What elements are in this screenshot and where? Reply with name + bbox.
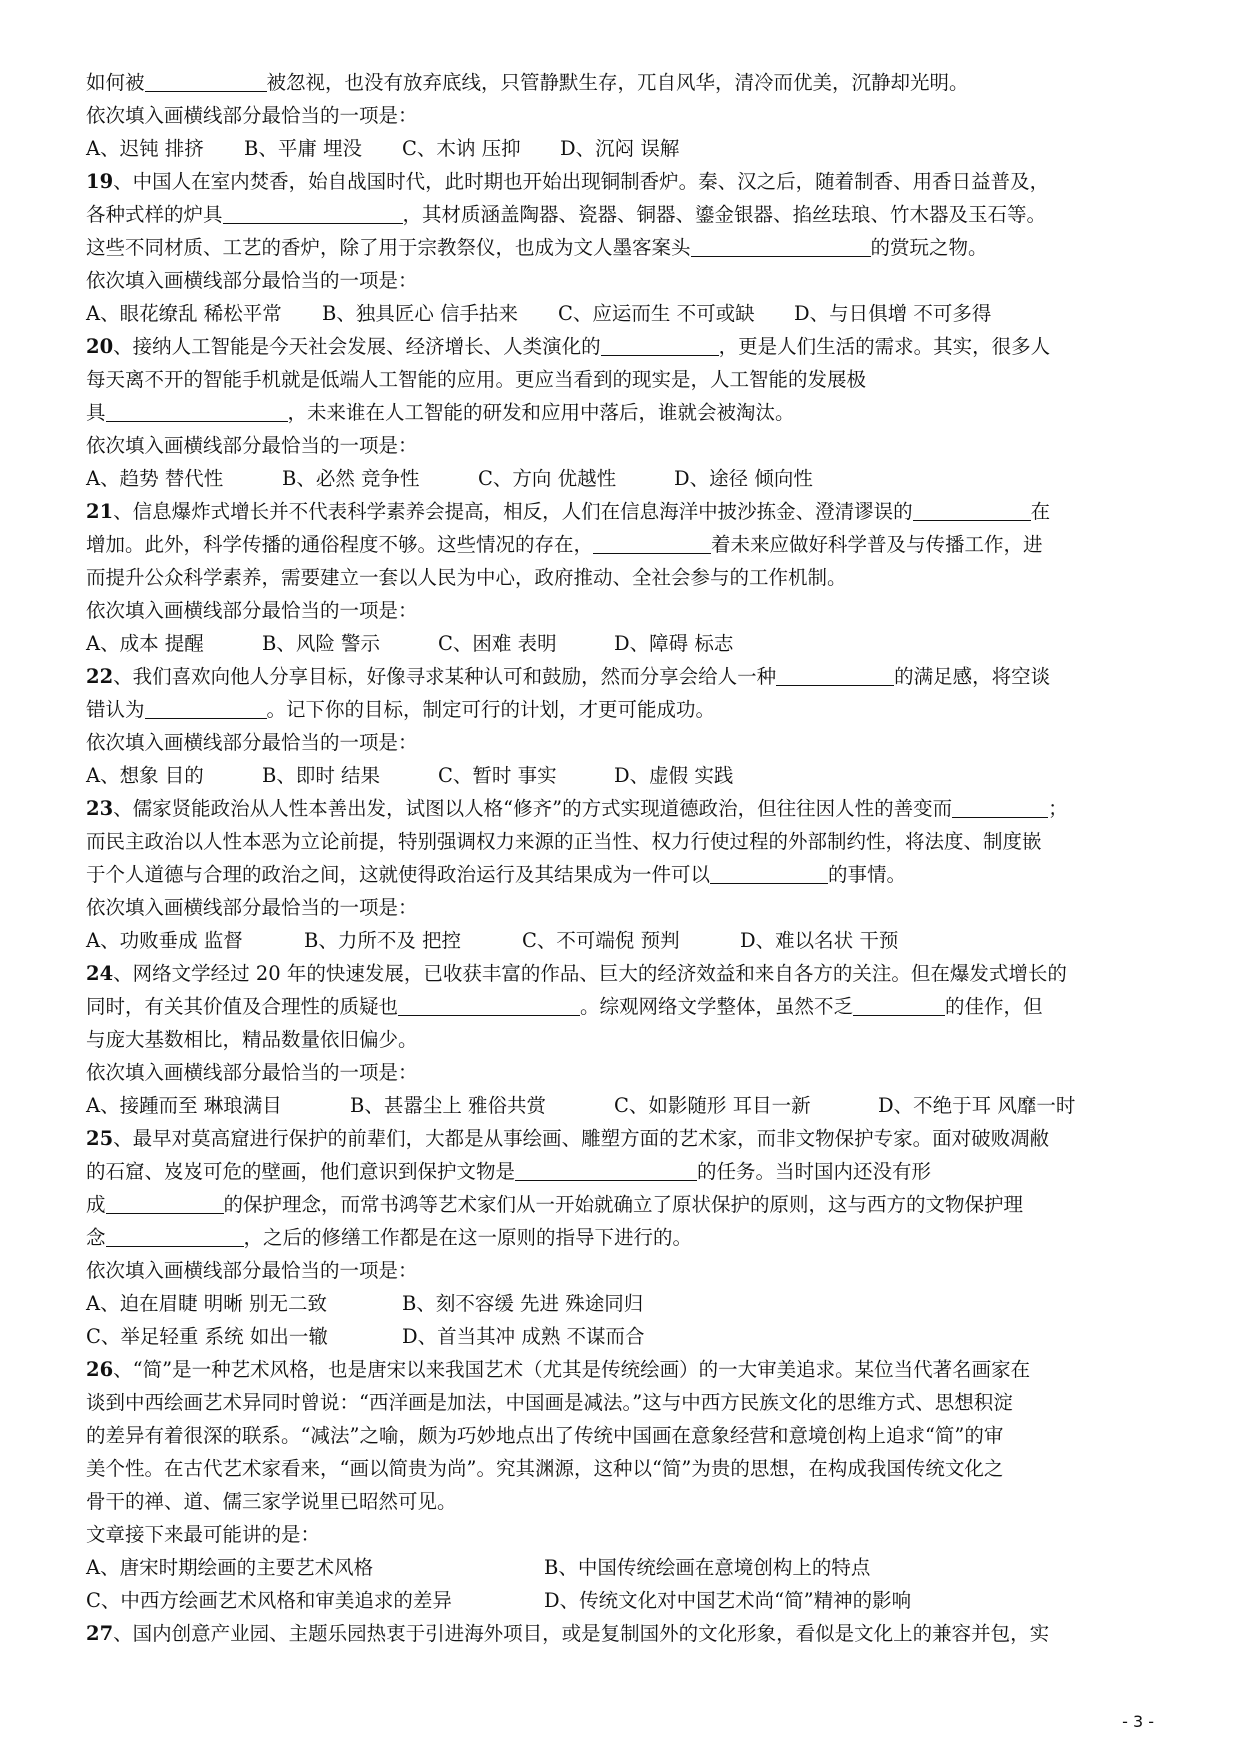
q18-prompt: 依次填入画横线部分最恰当的一项是： bbox=[86, 104, 418, 127]
q23-prompt: 依次填入画横线部分最恰当的一项是： bbox=[86, 896, 418, 919]
q24-line-2: 同时，有关其价值及合理性的质疑也 。综观网络文学整体，虽然不乏 的佳作，但 bbox=[86, 995, 1043, 1018]
option-b[interactable]: B、甚嚣尘上 雅俗共赏 bbox=[350, 1094, 547, 1117]
question-number: 22 bbox=[86, 665, 114, 688]
exam-page bbox=[86, 66, 1160, 1650]
q24-options bbox=[86, 1089, 1160, 1122]
fill-blank[interactable] bbox=[106, 1224, 244, 1247]
option-a[interactable]: A、想象 目的 bbox=[86, 764, 204, 787]
option-c[interactable]: C、应运而生 不可或缺 bbox=[558, 302, 755, 325]
option-b[interactable]: B、平庸 埋没 bbox=[244, 137, 363, 160]
q23-line-3: 于个人道德与合理的政治之间，这就使得政治运行及其结果成为一件可以 的事情。 bbox=[86, 863, 907, 886]
q23-options bbox=[86, 924, 1160, 957]
option-c[interactable]: C、方向 优越性 bbox=[478, 467, 617, 490]
q26-line-2: 谈到中西绘画艺术异同时曾说：“西洋画是加法，中国画是减法。”这与中西方民族文化的思维方式、思想积淀 bbox=[86, 1391, 1013, 1414]
q22-line-1: 22、我们喜欢向他人分享目标，好像寻求某种认可和鼓励，然而分享会给人一种 的满足感，将空谈 bbox=[86, 665, 1051, 688]
question-number: 25 bbox=[86, 1127, 114, 1150]
q24-line-3: 与庞大基数相比，精品数量依旧偏少。 bbox=[86, 1028, 418, 1051]
fill-blank[interactable] bbox=[593, 531, 711, 554]
fill-blank[interactable] bbox=[691, 234, 871, 257]
fill-blank[interactable] bbox=[601, 333, 719, 356]
option-b[interactable]: B、刻不容缓 先进 殊途同归 bbox=[402, 1292, 644, 1315]
question-number: 23 bbox=[86, 797, 114, 820]
option-d[interactable]: D、首当其冲 成熟 不谋而合 bbox=[402, 1325, 645, 1348]
question-number: 26 bbox=[86, 1358, 114, 1381]
option-b[interactable]: B、独具匠心 信手拈来 bbox=[322, 302, 519, 325]
option-c[interactable]: C、困难 表明 bbox=[438, 632, 557, 655]
fill-blank[interactable] bbox=[106, 1191, 224, 1214]
question-number: 20 bbox=[86, 335, 114, 358]
option-c[interactable]: C、木讷 压抑 bbox=[402, 137, 521, 160]
q20-prompt: 依次填入画横线部分最恰当的一项是： bbox=[86, 434, 418, 457]
q19-prompt: 依次填入画横线部分最恰当的一项是： bbox=[86, 269, 418, 292]
option-d[interactable]: D、沉闷 误解 bbox=[560, 137, 680, 160]
q19-line-1: 19、中国人在室内焚香，始自战国时代，此时期也开始出现铜制香炉。秦、汉之后，随着制香、用香日益普及， bbox=[86, 170, 1050, 193]
q22-line-2: 错认为 。记下你的目标，制定可行的计划，才更可能成功。 bbox=[86, 698, 716, 721]
option-c[interactable]: C、举足轻重 系统 如出一辙 bbox=[86, 1325, 328, 1348]
q24-prompt: 依次填入画横线部分最恰当的一项是： bbox=[86, 1061, 418, 1084]
q21-line-3: 而提升公众科学素养，需要建立一套以人民为中心，政府推动、全社会参与的工作机制。 bbox=[86, 566, 847, 589]
q20-line-3: 具 ，未来谁在人工智能的研发和应用中落后，谁就会被淘汰。 bbox=[86, 401, 795, 424]
fill-blank[interactable] bbox=[106, 399, 288, 422]
option-d[interactable]: D、传统文化对中国艺术尚“简”精神的影响 bbox=[544, 1589, 912, 1612]
fill-blank[interactable] bbox=[223, 201, 403, 224]
q21-line-2: 增加。此外，科学传播的通俗程度不够。这些情况的存在， 着未来应做好科学普及与传播工作，进 bbox=[86, 533, 1043, 556]
q23-line-2: 而民主政治以人性本恶为立论前提，特别强调权力来源的正当性、权力行使过程的外部制约性，将法度、制度嵌 bbox=[86, 830, 1042, 853]
option-d[interactable]: D、与日俱增 不可多得 bbox=[794, 302, 992, 325]
q20-line-2: 每天离不开的智能手机就是低端人工智能的应用。更应当看到的现实是，人工智能的发展极 bbox=[86, 368, 867, 391]
option-a[interactable]: A、趋势 替代性 bbox=[86, 467, 224, 490]
q23-line-1: 23、儒家贤能政治从人性本善出发，试图以人格“修齐”的方式实现道德政治，但往往因人性的善变而 ； bbox=[86, 797, 1068, 820]
q26-line-1: 26、“简”是一种艺术风格，也是唐宋以来我国艺术（尤其是传统绘画）的一大审美追求。某位当代著名画家在 bbox=[86, 1358, 1031, 1381]
q25-line-3: 成 的保护理念，而常书鸿等艺术家们从一开始就确立了原状保护的原则，这与西方的文物保护理 bbox=[86, 1193, 1024, 1216]
option-a[interactable]: A、唐宋时期绘画的主要艺术风格 bbox=[86, 1556, 374, 1579]
q19-options bbox=[86, 297, 1160, 330]
question-number: 24 bbox=[86, 962, 114, 985]
page-number: - 3 - bbox=[1122, 1712, 1154, 1731]
fill-blank[interactable] bbox=[145, 69, 267, 92]
q26-prompt: 文章接下来最可能讲的是： bbox=[86, 1523, 321, 1546]
option-d[interactable]: D、虚假 实践 bbox=[614, 764, 734, 787]
fill-blank[interactable] bbox=[913, 498, 1031, 521]
fill-blank[interactable] bbox=[776, 663, 894, 686]
question-number: 19 bbox=[86, 170, 114, 193]
q20-options bbox=[86, 462, 1160, 495]
option-c[interactable]: C、中西方绘画艺术风格和审美追求的差异 bbox=[86, 1589, 452, 1612]
option-a[interactable]: A、接踵而至 琳琅满目 bbox=[86, 1094, 282, 1117]
q25-options-row-2 bbox=[86, 1320, 1160, 1353]
q26-line-5: 骨干的禅、道、儒三家学说里已昭然可见。 bbox=[86, 1490, 457, 1513]
option-a[interactable]: A、眼花缭乱 稀松平常 bbox=[86, 302, 282, 325]
q26-options-row-1 bbox=[86, 1551, 1160, 1584]
option-d[interactable]: D、障碍 标志 bbox=[614, 632, 734, 655]
question-number: 21 bbox=[86, 500, 114, 523]
fill-blank[interactable] bbox=[952, 795, 1048, 818]
fill-blank[interactable] bbox=[515, 1158, 697, 1181]
q27-line-1: 27、国内创意产业园、主题乐园热衷于引进海外项目，或是复制国外的文化形象，看似是文化上的兼容并包，实 bbox=[86, 1622, 1050, 1645]
q21-line-1: 21、信息爆炸式增长并不代表科学素养会提高，相反，人们在信息海洋中披沙拣金、澄清谬误的 在 bbox=[86, 500, 1051, 523]
option-a[interactable]: A、迫在眉睫 明晰 别无二致 bbox=[86, 1292, 327, 1315]
q19-line-3: 这些不同材质、工艺的香炉，除了用于宗教祭仪，也成为文人墨客案头 的赏玩之物。 bbox=[86, 236, 988, 259]
option-a[interactable]: A、功败垂成 监督 bbox=[86, 929, 243, 952]
option-b[interactable]: B、即时 结果 bbox=[262, 764, 381, 787]
q21-prompt: 依次填入画横线部分最恰当的一项是： bbox=[86, 599, 418, 622]
q25-line-4: 念 ，之后的修缮工作都是在这一原则的指导下进行的。 bbox=[86, 1226, 693, 1249]
q25-prompt: 依次填入画横线部分最恰当的一项是： bbox=[86, 1259, 418, 1282]
fill-blank[interactable] bbox=[398, 993, 580, 1016]
q26-line-4: 美个性。在古代艺术家看来，“画以简贵为尚”。究其渊源，这种以“简”为贵的思想，在构成我国传统文化之 bbox=[86, 1457, 1004, 1480]
option-a[interactable]: A、成本 提醒 bbox=[86, 632, 204, 655]
q25-line-2: 的石窟、岌岌可危的壁画，他们意识到保护文物是 的任务。当时国内还没有形 bbox=[86, 1160, 932, 1183]
q24-line-1: 24、网络文学经过 20 年的快速发展，已收获丰富的作品、巨大的经济效益和来自各方的关注。但在爆发式增长的 bbox=[86, 962, 1067, 985]
option-d[interactable]: D、难以名状 干预 bbox=[740, 929, 899, 952]
q19-line-2: 各种式样的炉具 ，其材质涵盖陶器、瓷器、铜器、鎏金银器、掐丝珐琅、竹木器及玉石等。 bbox=[86, 203, 1047, 226]
fill-blank[interactable] bbox=[145, 696, 267, 719]
q22-prompt: 依次填入画横线部分最恰当的一项是： bbox=[86, 731, 418, 754]
option-b[interactable]: B、中国传统绘画在意境创构上的特点 bbox=[544, 1556, 871, 1579]
option-c[interactable]: C、暂时 事实 bbox=[438, 764, 557, 787]
option-a[interactable]: A、迟钝 排挤 bbox=[86, 137, 204, 160]
q25-line-1: 25、最早对莫高窟进行保护的前辈们，大都是从事绘画、雕塑方面的艺术家，而非文物保护专家。面对破败凋敝 bbox=[86, 1127, 1050, 1150]
q26-line-3: 的差异有着很深的联系。“减法”之喻，颇为巧妙地点出了传统中国画在意象经营和意境创构上追求“简”的审 bbox=[86, 1424, 1004, 1447]
option-c[interactable]: C、不可端倪 预判 bbox=[522, 929, 680, 952]
option-b[interactable]: B、风险 警示 bbox=[262, 632, 381, 655]
q18-line-1: 如何被 被忽视，也没有放弃底线，只管静默生存，兀自风华，清冷而优美，沉静却光明。 bbox=[86, 71, 969, 94]
option-b[interactable]: B、力所不及 把控 bbox=[304, 929, 462, 952]
q26-options-row-2 bbox=[86, 1584, 1160, 1617]
option-b[interactable]: B、必然 竞争性 bbox=[282, 467, 420, 490]
option-d[interactable]: D、途径 倾向性 bbox=[674, 467, 813, 490]
question-number: 27 bbox=[86, 1622, 114, 1645]
fill-blank[interactable] bbox=[710, 861, 828, 884]
option-c[interactable]: C、如影随形 耳目一新 bbox=[614, 1094, 811, 1117]
option-d[interactable]: D、不绝于耳 风靡一时 bbox=[878, 1094, 1076, 1117]
q22-options bbox=[86, 759, 1160, 792]
fill-blank[interactable] bbox=[853, 993, 945, 1016]
q21-options bbox=[86, 627, 1160, 660]
q18-options bbox=[86, 132, 1160, 165]
q25-options-row-1 bbox=[86, 1287, 1160, 1320]
q20-line-1: 20、接纳人工智能是今天社会发展、经济增长、人类演化的 ，更是人们生活的需求。其实，很多人 bbox=[86, 335, 1051, 358]
